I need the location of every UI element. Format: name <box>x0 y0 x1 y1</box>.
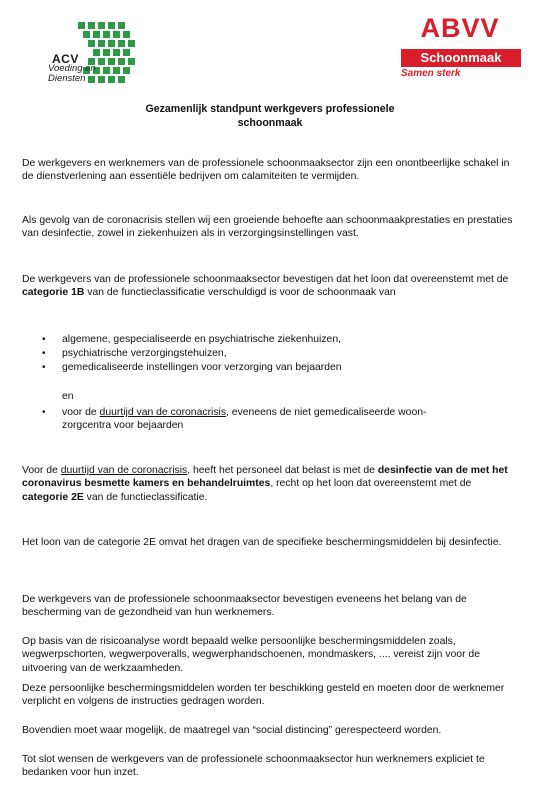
p4-text-c: , heeft het personeel dat belast is met de <box>187 465 378 476</box>
p4-duration: duurtijd van de coronacrisis <box>60 465 188 476</box>
acv-name: ACV <box>52 52 79 66</box>
bullet-icon: • <box>42 407 46 418</box>
p3-text-c: van de functieclassificatie verschuldigd is voor de schoonmaak van <box>84 287 396 299</box>
p4-disinfection: desinfectie van de met het coronavirus besmette kamers en behandelruimtes <box>22 465 508 490</box>
p4-text-e: , recht op het loon dat overeenstemt met de <box>270 478 472 490</box>
item4-text-c: , eveneens de niet gemedicaliseerde woon-zorgcentra voor bejaarden <box>62 407 427 432</box>
acv-line2: Diensten <box>48 73 86 84</box>
paragraph-7: Op basis van de risicoanalyse wordt bepaald welke persoonlijke beschermingsmiddelen zoals, wegwerpschorten, wegwerpoveralls, wegwerphandschoenen, mondmaskers, .... vereist zijn voor de uitvoering van de werkzaamheden. <box>22 636 480 674</box>
paragraph-2: Als gevolg van de coronacrisis stellen wij een groeiende behoefte aan schoonmaakprestaties en prestaties van desinfectie, zowel in ziekenhuizen als in verzorgingsinstellingen vast. <box>22 215 513 240</box>
bullet-icon: • <box>42 362 46 373</box>
item4-text-a: voor de <box>62 407 100 418</box>
p4-text-a: Voor de <box>22 465 61 476</box>
p3-category: categorie 1B <box>22 287 85 299</box>
list-item-4 <box>62 406 462 433</box>
title-line1: Gezamenlijk standpunt werkgevers professionele <box>145 103 395 115</box>
acv-logo-text <box>48 54 96 84</box>
document-title <box>0 102 540 130</box>
abvv-sector: Schoonmaak <box>401 49 521 67</box>
paragraph-1: De werkgevers en werknemers van de professionele schoonmaaksector zijn een onontbeerlijke schakel in de dienstverlening aan essentiële bedrijven om calamiteiten te vermijden. <box>22 158 510 183</box>
list-conjunction: en <box>62 391 74 402</box>
paragraph-10: Tot slot wensen de werkgevers van de professionele schoonmaaksector hun werknemers expliciet te bedanken voor hun inzet. <box>22 754 485 779</box>
list-item-1: algemene, gespecialiseerde en psychiatrische ziekenhuizen, <box>62 334 341 345</box>
item4-duration: duurtijd van de coronacrisis <box>99 407 227 418</box>
paragraph-5: Het loon van de categorie 2E omvat het dragen van de specifieke beschermingsmiddelen bij desinfectie. <box>22 537 502 548</box>
acv-logo <box>20 20 140 86</box>
bullet-icon: • <box>42 334 46 345</box>
p4-text-g: van de functieclassificatie. <box>83 491 208 503</box>
paragraph-3 <box>22 273 518 300</box>
paragraph-8: Deze persoonlijke beschermingsmiddelen worden ter beschikking gesteld en moeten door de werknemer verplicht en volgens de instructies gedragen worden. <box>22 683 505 708</box>
abvv-logo <box>397 13 523 83</box>
title-line2: schoonmaak <box>237 117 303 129</box>
paragraph-4 <box>22 464 518 504</box>
abvv-slogan: Samen sterk <box>401 68 461 79</box>
p3-text-a: De werkgevers van de professionele schoonmaaksector bevestigen dat het loon dat overeenstemt met de <box>22 274 509 285</box>
acv-line1: Voeding en <box>48 63 96 74</box>
p4-category: categorie 2E <box>22 491 84 503</box>
list-item-3: gemedicaliseerde instellingen voor verzorging van bejaarden <box>62 362 342 373</box>
list-item-2: psychiatrische verzorgingstehuizen, <box>62 348 227 359</box>
paragraph-6: De werkgevers van de professionele schoonmaaksector bevestigen eveneens het belang van de bescherming van de gezondheid van hun werknemers. <box>22 594 467 619</box>
paragraph-9: Bovendien moet waar mogelijk, de maatregel van “social distincing” gerespecteerd worden. <box>22 725 442 736</box>
abvv-name: ABVV <box>420 13 500 43</box>
bullet-icon: • <box>42 348 46 359</box>
